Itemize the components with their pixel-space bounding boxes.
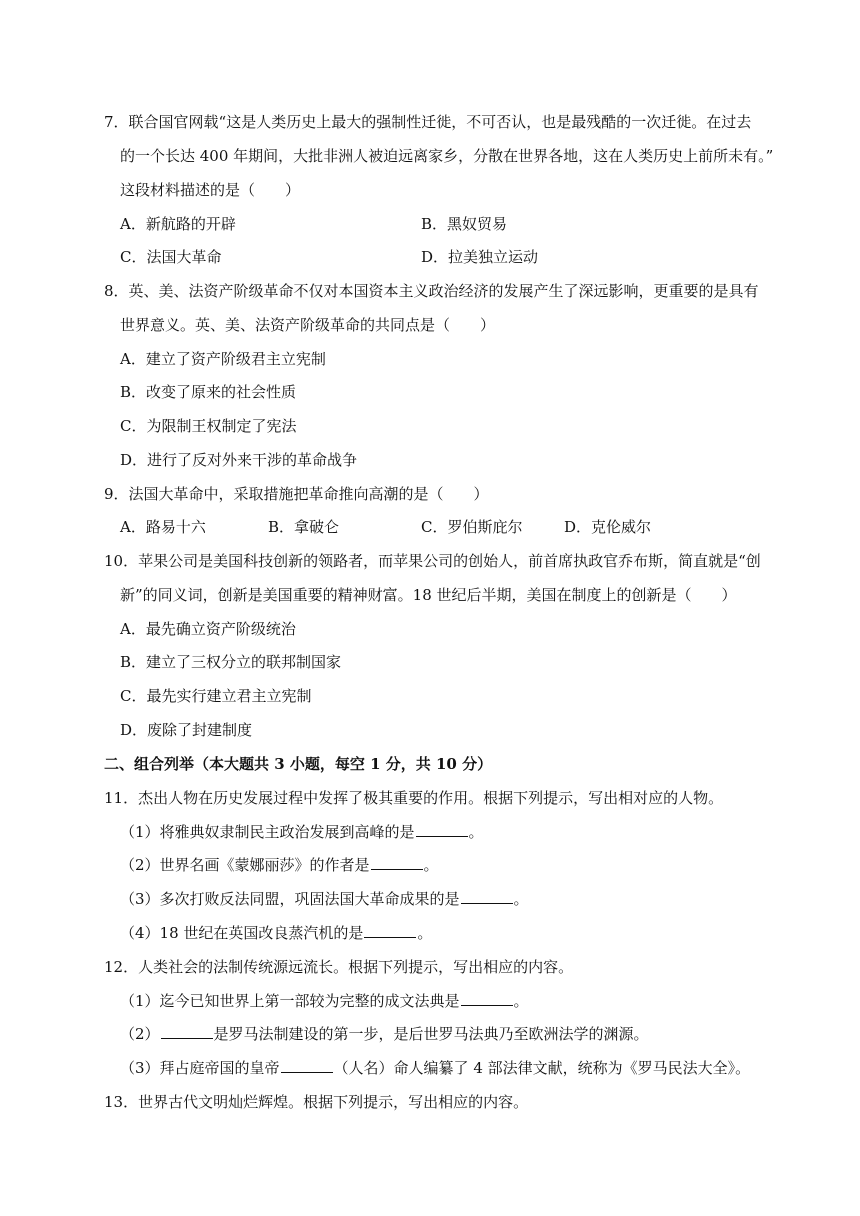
answer-blank[interactable] bbox=[371, 855, 423, 870]
answer-blank[interactable] bbox=[364, 923, 416, 938]
section-heading: 二、组合列举（本大题共 3 小题，每空 1 分，共 10 分） bbox=[104, 755, 493, 773]
q7-option-a: A．新航路的开辟 bbox=[120, 215, 236, 233]
q11-sub3-end: 。 bbox=[513, 890, 529, 908]
q8-option-d: D．进行了反对外来干涉的革命战争 bbox=[120, 451, 358, 469]
q10-line1: 10．苹果公司是美国科技创新的领路者，而苹果公司的创始人，前首席执政官乔布斯，简直就是“创 bbox=[104, 552, 761, 570]
q10-option-d: D．废除了封建制度 bbox=[120, 721, 253, 739]
q8-line2: 世界意义。英、美、法资产阶级革命的共同点是（ ） bbox=[120, 316, 496, 334]
q11-sub1 bbox=[120, 822, 484, 842]
answer-blank[interactable] bbox=[461, 991, 513, 1006]
q11-sub1-text: （1）将雅典奴隶制民主政治发展到高峰的是 bbox=[120, 823, 415, 841]
q10-line2: 新”的同义词，创新是美国重要的精神财富。18 世纪后半期，美国在制度上的创新是（ ） bbox=[120, 586, 737, 604]
q7-line1: 7．联合国官网载“这是人类历史上最大的强制性迁徙，不可否认，也是最残酷的一次迁徙。在过去 bbox=[104, 113, 752, 131]
q10-option-b: B．建立了三权分立的联邦制国家 bbox=[120, 653, 342, 671]
q12-sub2-end: 是罗马法制建设的第一步，是后世罗马法典乃至欧洲法学的渊源。 bbox=[213, 1025, 649, 1043]
q11-sub3-text: （3）多次打败反法同盟，巩固法国大革命成果的是 bbox=[120, 890, 460, 908]
q12-sub1 bbox=[120, 991, 529, 1011]
q11-sub2 bbox=[120, 855, 439, 875]
answer-blank[interactable] bbox=[416, 822, 468, 837]
q8-option-b: B．改变了原来的社会性质 bbox=[120, 383, 297, 401]
q12-sub1-end: 。 bbox=[513, 992, 529, 1010]
q8-option-a: A．建立了资产阶级君主立宪制 bbox=[120, 350, 326, 368]
q12-sub3-text: （3）拜占庭帝国的皇帝 bbox=[120, 1059, 280, 1077]
q12-sub1-text: （1）迄今已知世界上第一部较为完整的成文法典是 bbox=[120, 992, 460, 1010]
q11-sub4 bbox=[120, 923, 432, 943]
q7-option-c: C．法国大革命 bbox=[120, 248, 222, 266]
q9-option-a: A．路易十六 bbox=[120, 518, 206, 536]
q9-option-b: B．拿破仑 bbox=[268, 518, 340, 536]
q9-option-c: C．罗伯斯庇尔 bbox=[421, 518, 523, 536]
q8-option-c: C．为限制王权制定了宪法 bbox=[120, 417, 297, 435]
q11-sub3 bbox=[120, 889, 529, 909]
q11-sub2-end: 。 bbox=[423, 856, 439, 874]
q10-option-a: A．最先确立资产阶级统治 bbox=[120, 620, 296, 638]
q12-sub3-end: （人名）命人编纂了 4 部法律文献，统称为《罗马民法大全》。 bbox=[333, 1059, 751, 1077]
q7-option-b: B．黑奴贸易 bbox=[421, 215, 508, 233]
q11-sub2-text: （2）世界名画《蒙娜丽莎》的作者是 bbox=[120, 856, 370, 874]
q10-option-c: C．最先实行建立君主立宪制 bbox=[120, 687, 312, 705]
q11-sub1-end: 。 bbox=[468, 823, 484, 841]
q7-line2: 的一个长达 400 年期间，大批非洲人被迫远离家乡，分散在世界各地，这在人类历史上前所未有。” bbox=[120, 147, 774, 165]
q7-option-d: D．拉美独立运动 bbox=[421, 248, 539, 266]
q13-line1: 13．世界古代文明灿烂辉煌。根据下列提示，写出相应的内容。 bbox=[104, 1093, 529, 1111]
q7-line3: 这段材料描述的是（ ） bbox=[120, 181, 301, 199]
answer-blank[interactable] bbox=[161, 1024, 213, 1039]
q12-sub2-text: （2） bbox=[120, 1025, 160, 1043]
q9-line1: 9．法国大革命中，采取措施把革命推向高潮的是（ ） bbox=[104, 485, 489, 503]
q12-sub2 bbox=[120, 1024, 649, 1044]
q11-sub4-end: 。 bbox=[417, 924, 433, 942]
q8-line1: 8．英、美、法资产阶级革命不仅对本国资本主义政治经济的发展产生了深远影响，更重要的是具有 bbox=[104, 282, 759, 300]
q11-sub4-text: （4）18 世纪在英国改良蒸汽机的是 bbox=[120, 924, 364, 942]
q9-option-d: D．克伦威尔 bbox=[564, 518, 652, 536]
answer-blank[interactable] bbox=[281, 1058, 333, 1073]
q11-line1: 11．杰出人物在历史发展过程中发挥了极其重要的作用。根据下列提示，写出相对应的人物。 bbox=[104, 789, 724, 807]
q12-sub3 bbox=[120, 1058, 750, 1078]
q12-line1: 12．人类社会的法制传统源远流长。根据下列提示，写出相应的内容。 bbox=[104, 958, 574, 976]
answer-blank[interactable] bbox=[461, 889, 513, 904]
